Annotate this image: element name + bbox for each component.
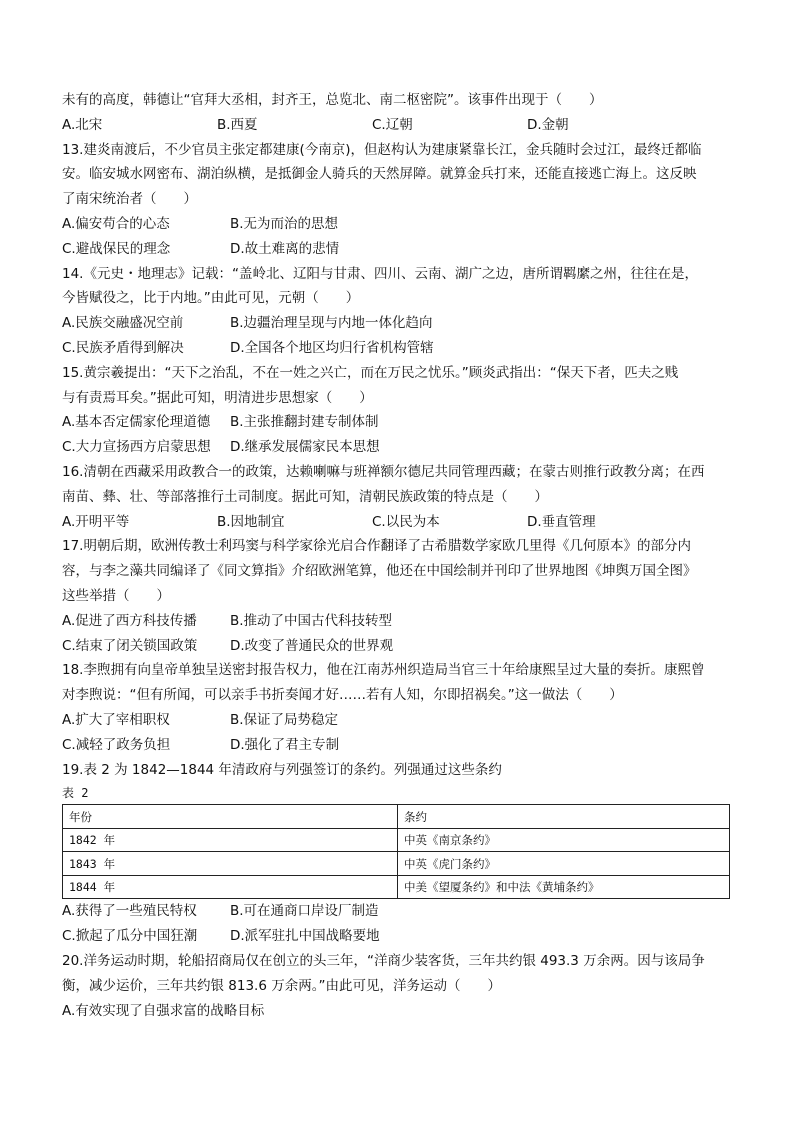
table-cell-year: 1843 年 bbox=[63, 852, 398, 876]
q12-options bbox=[62, 113, 732, 138]
q15-stem-line: 15.黄宗羲提出：“天下之治乱，不在一姓之兴亡，而在万民之忧乐。”顾炎武指出：“保天下者，匹夫之贱 bbox=[62, 364, 679, 381]
option-a: A.北宋 bbox=[62, 116, 103, 133]
option-a: A.促进了西方科技传播 bbox=[62, 612, 197, 629]
option-a: A.偏安苟合的心态 bbox=[62, 215, 170, 232]
option-c: C.辽朝 bbox=[372, 116, 413, 133]
q20-option-a: A.有效实现了自强求富的战略目标 bbox=[62, 1002, 265, 1019]
option-b: B.因地制宜 bbox=[217, 513, 285, 530]
q18-stem-line: 对李煦说：“但有所闻，可以亲手书折奏闻才好……若有人知，尔即招祸矣。”这一做法（ ） bbox=[62, 687, 623, 704]
option-d: D.全国各个地区均归行省机构管辖 bbox=[230, 339, 434, 356]
option-a: A.民族交融盛况空前 bbox=[62, 315, 184, 332]
q20-stem-line: 衡，减少运价，三年共约银 813.6 万余两。”由此可见，洋务运动（ ） bbox=[62, 977, 501, 994]
q15-stem-line: 与有责焉耳矣。”据此可知，明清进步思想家（ ） bbox=[62, 389, 373, 406]
q16-options bbox=[62, 510, 732, 535]
q12-stem-line: 未有的高度，韩德让“官拜大丞相，封齐王，总览北、南二枢密院”。该事件出现于（ ） bbox=[62, 92, 603, 108]
q17-stem-line: 容，与李之藻共同编译了《同文算指》介绍欧洲笔算，他还在中国绘制并刊印了世界地图《坤舆万国全图》 bbox=[62, 563, 697, 580]
table-cell-treaty: 中英《虎门条约》 bbox=[398, 852, 730, 876]
q13-stem-line: 了南宋统治者（ ） bbox=[62, 191, 197, 208]
q19-options-ab bbox=[62, 899, 732, 924]
q18-options-cd bbox=[62, 733, 732, 758]
option-c: C.以民为本 bbox=[372, 513, 440, 530]
option-d: D.继承发展儒家民本思想 bbox=[230, 439, 380, 456]
table-header-cell: 条约 bbox=[398, 805, 730, 829]
table-header-row bbox=[63, 805, 730, 829]
option-c: C.减轻了政务负担 bbox=[62, 736, 171, 753]
option-c: C.大力宣扬西方启蒙思想 bbox=[62, 439, 211, 456]
q16-stem-line: 16.清朝在西藏采用政教合一的政策，达赖喇嘛与班禅额尔德尼共同管理西藏；在蒙古则推行政教分离；在西 bbox=[62, 463, 705, 480]
q14-options-cd bbox=[62, 336, 732, 361]
q14-options-ab bbox=[62, 311, 732, 336]
option-a: A.基本否定儒家伦理道德 bbox=[62, 414, 211, 431]
q19-options-cd bbox=[62, 924, 732, 949]
option-c: C.掀起了瓜分中国狂潮 bbox=[62, 928, 198, 945]
option-d: D.派军驻扎中国战略要地 bbox=[230, 928, 380, 945]
option-b: B.主张推翻封建专制体制 bbox=[230, 414, 379, 431]
q15-options-cd bbox=[62, 435, 732, 460]
table-row bbox=[63, 852, 730, 876]
option-d: D.改变了普通民众的世界观 bbox=[230, 637, 394, 654]
q17-options-cd bbox=[62, 634, 732, 659]
q17-stem-line: 17.明朝后期，欧洲传教士利玛窦与科学家徐光启合作翻译了古希腊数学家欧几里得《几何原本》的部分内 bbox=[62, 538, 691, 555]
option-b: B.无为而治的思想 bbox=[230, 215, 339, 232]
option-c: C.结束了闭关锁国政策 bbox=[62, 637, 198, 654]
option-d: D.垂直管理 bbox=[527, 513, 596, 530]
option-a: A.开明平等 bbox=[62, 513, 130, 530]
q13-options-ab bbox=[62, 212, 732, 237]
option-a: A.扩大了宰相职权 bbox=[62, 711, 170, 728]
q20-stem-line: 20.洋务运动时期，轮船招商局仅在创立的头三年，“洋商少装客货，三年共约银 493.3 万余两。因与该局争 bbox=[62, 952, 705, 969]
q14-stem-line: 今皆赋役之，比于内地。”由此可见，元朝（ ） bbox=[62, 290, 360, 307]
table-cell-treaty: 中英《南京条约》 bbox=[398, 828, 730, 852]
option-d: D.强化了君主专制 bbox=[230, 736, 340, 753]
q13-stem-line: 安。临安城水网密布、湖泊纵横，是抵御金人骑兵的天然屏障。就算金兵打来，还能直接逃亡海上。这反映 bbox=[62, 166, 697, 183]
option-d: D.金朝 bbox=[527, 116, 569, 133]
q19-stem-line: 19.表 2 为 1842—1844 年清政府与列强签订的条约。列强通过这些条约 bbox=[62, 761, 502, 778]
q14-stem-line: 14.《元史・地理志》记载：“盖岭北、辽阳与甘肃、四川、云南、湖广之边，唐所谓羁縻之州，往往在是， bbox=[62, 265, 698, 282]
table-cell-treaty: 中美《望厦条约》和中法《黄埔条约》 bbox=[398, 875, 730, 899]
option-b: B.西夏 bbox=[217, 116, 258, 133]
table-header-cell: 年份 bbox=[63, 805, 398, 829]
q17-stem-line: 这些举措（ ） bbox=[62, 587, 170, 604]
q18-stem-line: 18.李煦拥有向皇帝单独呈送密封报告权力，他在江南苏州织造局当官三十年给康熙呈过大量的奏折。康熙曾 bbox=[62, 662, 705, 679]
table-cell-year: 1842 年 bbox=[63, 828, 398, 852]
table-caption: 表 2 bbox=[62, 786, 89, 801]
option-b: B.边疆治理呈现与内地一体化趋向 bbox=[230, 315, 433, 332]
question-content bbox=[62, 88, 732, 1023]
q13-stem-line: 13.建炎南渡后，不少官员主张定都建康(今南京)，但赵构认为建康紧靠长江，金兵随时会过江，最终迁都临 bbox=[62, 141, 702, 158]
option-c: C.民族矛盾得到解决 bbox=[62, 339, 184, 356]
q13-options-cd bbox=[62, 237, 732, 262]
option-b: B.推动了中国古代科技转型 bbox=[230, 612, 393, 629]
option-b: B.可在通商口岸设厂制造 bbox=[230, 903, 379, 920]
table-row bbox=[63, 828, 730, 852]
option-d: D.故土难离的悲情 bbox=[230, 240, 340, 257]
table-cell-year: 1844 年 bbox=[63, 875, 398, 899]
option-a: A.获得了一些殖民特权 bbox=[62, 903, 197, 920]
q18-options-ab bbox=[62, 708, 732, 733]
treaty-table bbox=[62, 804, 730, 899]
table-row bbox=[63, 875, 730, 899]
option-b: B.保证了局势稳定 bbox=[230, 711, 339, 728]
q15-options-ab bbox=[62, 410, 732, 435]
option-c: C.避战保民的理念 bbox=[62, 240, 171, 257]
q17-options-ab bbox=[62, 609, 732, 634]
q16-stem-line: 南苗、彝、壮、等部落推行土司制度。据此可知，清朝民族政策的特点是（ ） bbox=[62, 488, 548, 505]
